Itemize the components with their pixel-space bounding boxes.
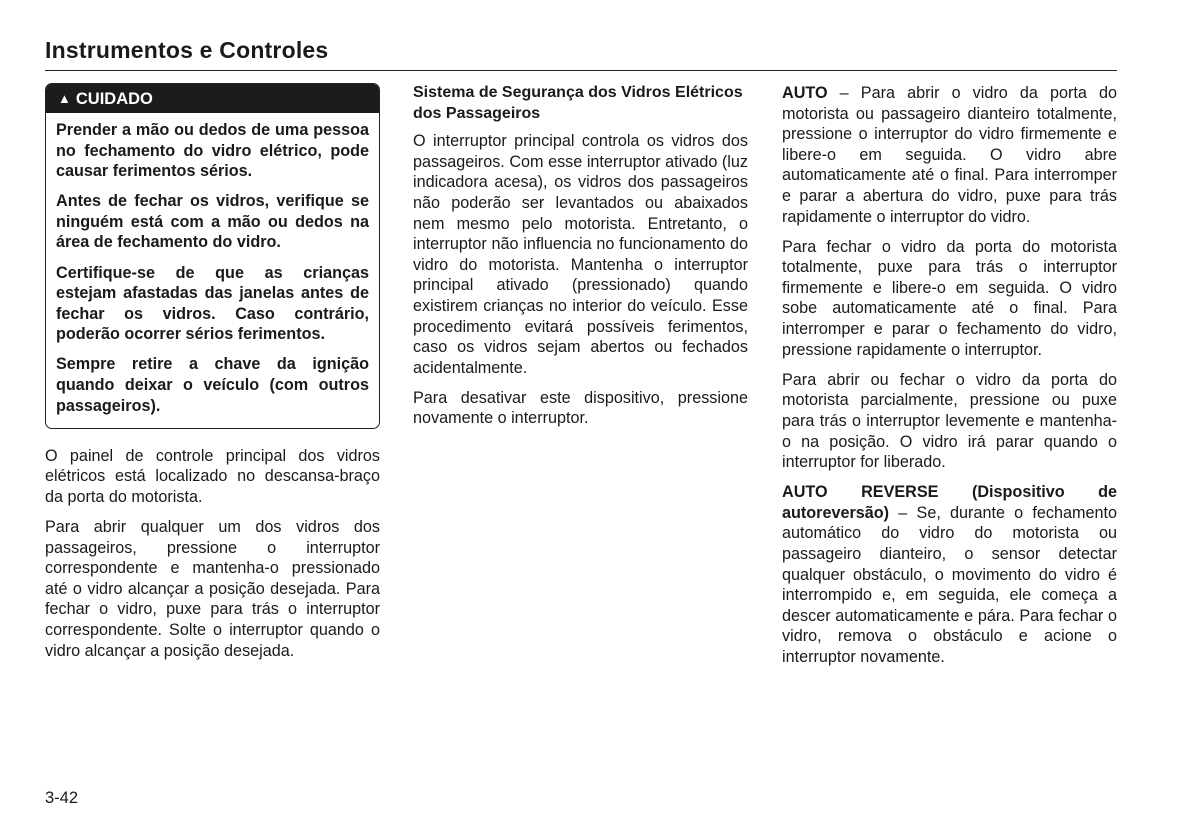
caution-paragraph: Sempre retire a chave da ignição quando deixar o veículo (com outros passageiros). bbox=[56, 355, 369, 415]
column-left bbox=[45, 83, 380, 671]
body-paragraph: O interruptor principal controla os vidros dos passageiros. Com esse interruptor ativado (luz indicadora acesa), os vidros dos passageiros não poderão ser levantados ou abaixados nem mesmo pelo motorista. Entretanto, o interruptor não influencia no funcionamento do vidro do motorista. Mantenha o interruptor principal ativado (pressionado) quando existirem crianças no interior do veículo. Esse procedimento evitará possíveis ferimentos, caso os vidros sejam abertos ou fechados acidentalmente. bbox=[413, 132, 748, 377]
auto-lead: AUTO bbox=[782, 84, 828, 102]
caution-header bbox=[46, 84, 379, 113]
column-right bbox=[782, 83, 1117, 677]
caution-label: CUIDADO bbox=[75, 90, 153, 108]
caution-body bbox=[46, 113, 379, 428]
section-title: Sistema de Segurança dos Vidros Elétricos dos Passageiros bbox=[413, 84, 743, 122]
caution-paragraph: Antes de fechar os vidros, verifique se ninguém está com a mão ou dedos na área de fechamento do vidro. bbox=[56, 192, 369, 252]
body-paragraph: Para desativar este dispositivo, pressione novamente o interruptor. bbox=[413, 388, 748, 428]
body-paragraph: Para abrir ou fechar o vidro da porta do motorista parcialmente, pressione ou puxe para trás o interruptor levemente e mantenha-o na posição. O vidro irá parar quando o interruptor for liberado. bbox=[782, 370, 1117, 472]
auto-reverse-lead: AUTO REVERSE (Dispositivo de autoreversão) bbox=[782, 483, 1117, 522]
page-header bbox=[45, 34, 1117, 71]
auto-paragraph bbox=[782, 83, 1117, 227]
body-paragraph: O painel de controle principal dos vidros elétricos está localizado no descansa-braço da porta do motorista. bbox=[45, 446, 380, 506]
auto-reverse-paragraph bbox=[782, 482, 1117, 667]
page-title: Instrumentos e Controles bbox=[45, 37, 329, 63]
body-paragraph: Para abrir qualquer um dos vidros dos passageiros, pressione o interruptor correspondente e mantenha-o pressionado até o vidro alcançar a posição desejada. Para fechar o vidro, puxe para trás o interruptor correspondente. Solte o interruptor quando o vidro alcançar a posição desejada. bbox=[45, 518, 380, 660]
auto-text: – Para abrir o vidro da porta do motorista ou passageiro dianteiro totalmente, pressione o interruptor do vidro firmemente e libere-o em seguida. O vidro abre automaticamente até o final. Para interromper e parar a abertura do vidro, puxe para trás rapidamente o interruptor do vidro. bbox=[782, 84, 1117, 226]
caution-box bbox=[45, 83, 380, 429]
auto-reverse-text: – Se, durante o fechamento automático do vidro do motorista ou passageiro dianteiro, o sensor detectar qualquer obstáculo, o movimento do vidro é interrompido e, em seguida, ele começa a descer automaticamente e pára. Para fechar o vidro, remova o obstáculo e acione o interruptor novamente. bbox=[782, 503, 1117, 666]
caution-paragraph: Certifique-se de que as crianças estejam afastadas das janelas antes de fechar os vidros. Caso contrário, poderão ocorrer sérios ferimentos. bbox=[56, 263, 369, 344]
column-middle bbox=[413, 83, 748, 439]
warning-triangle-icon: ▲ bbox=[58, 91, 71, 106]
body-paragraph: Para fechar o vidro da porta do motorista totalmente, puxe para trás o interruptor firmemente e libere-o em seguida. O vidro sobe automaticamente até o final. Para interromper e parar o fechamento do vidro, pressione rapidamente o interruptor. bbox=[782, 237, 1117, 359]
caution-paragraph: Prender a mão ou dedos de uma pessoa no fechamento do vidro elétrico, pode causar ferimentos sérios. bbox=[56, 121, 369, 181]
page-number: 3-42 bbox=[45, 789, 79, 807]
